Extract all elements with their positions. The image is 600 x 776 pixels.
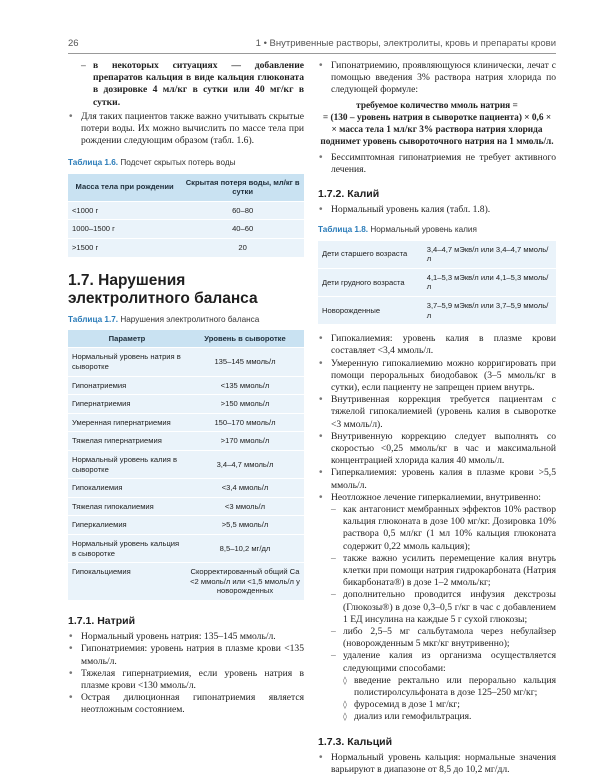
sodium-bullet: • Гипонатриемия: уровень натрия в плазме крови <135 ммоль/л. — [69, 643, 304, 667]
calcium-bullet: • Нормальный уровень кальция: нормальные значения варьируют в диапазоне от 8,5 до 10,2 мг/дл. — [319, 751, 556, 776]
bullet-marker: • — [69, 110, 73, 122]
treatment-dash-item: – как антагонист мембранных эффектов 10% раствор кальция глюконата в дозе 100 мг/кг. Дозировка 10% раствора 0,5 мл/кг (1 мл 10% кальция глюконата содержит 0,22 ммоль кальция); — [331, 504, 556, 552]
table-1-6-caption: Таблица 1.6. Подсчет скрытых потерь воды — [68, 158, 236, 168]
table-row: Тяжелая гипокалиемия <3 ммоль/л — [68, 497, 304, 516]
table-row: Новорожденные 3,7–5,9 мЭкв/л или 3,7–5,9 ммоль/л — [318, 297, 556, 325]
treatment-dash-item: – дополнительно проводится инфузия декстрозы (Глюкозы®) в дозе 0,3–0,5 г/кг в час с добавлением 1 ЕД инсулина на каждые 5 г сухой глюкозы; — [331, 589, 556, 625]
right-column — [318, 60, 556, 776]
removal-method-item: ◊ фуросемид в дозе 1 мг/кг; — [343, 699, 460, 711]
header-rule — [68, 53, 556, 54]
table-row: Гиперкалиемия >5,5 ммоль/л — [68, 516, 304, 535]
table-row: Гипонатриемия <135 ммоль/л — [68, 376, 304, 395]
table-row: Дети старшего возраста 3,4–4,7 мЭкв/л или 3,4–4,7 ммоль/л — [318, 241, 556, 269]
potassium-bullet: • Внутривенную коррекцию следует выполнять со скоростью <0,25 ммоль/кг в час и максимальной концентрацией хлорида калия 40 ммоль/л. — [319, 430, 556, 467]
asymptomatic-bullet: • Бессимптомная гипонатриемия не требует активного лечения. — [319, 151, 556, 175]
potassium-bullet: • Внутривенная коррекция требуется пациентам с тяжелой гипокалиемией (уровень калия в сыворотке <3 ммоль/л). — [319, 394, 556, 430]
table-row: >1500 г 20 — [68, 239, 304, 258]
table-row: Тяжелая гипернатриемия >170 ммоль/л — [68, 432, 304, 451]
calcium-dash-item: – в некоторых ситуациях — добавление препаратов кальция в виде кальция глюконата в дозировке 4 мл/кг в сутки или 40 мг/кг в сутки. — [81, 60, 304, 108]
table-header-cell: Скрытая потеря воды, мл/кг в сутки — [181, 174, 304, 202]
sodium-bullet: • Тяжелая гипернатриемия, если уровень натрия в плазме крови <130 ммоль/л. — [69, 667, 304, 691]
sodium-formula: требуемое количество ммоль натрия = = (130 – уровень натрия в сыворотке пациента) × 0,6 × × масса тела 1 мл/кг 3% раствора натрия хлорида поднимет уровень сывороточного натрия на 1 ммоль/л. — [320, 100, 554, 147]
hidden-losses-bullet: • Для таких пациентов также важно учитывать скрытые потери воды. Их можно вычислить по массе тела при рождении следующим образом (табл. 1.6). — [69, 110, 304, 147]
table-row: <1000 г 60–80 — [68, 201, 304, 220]
potassium-bullet: • Умеренную гипокалиемию можно корригировать при помощи пероральных биодобавок (3–5 ммоль/кг в сутки), если пациенту не запрещен прием внутрь. — [319, 357, 556, 393]
treatment-dash-item: – также важно усилить перемещение калия внутрь клетки при помощи натрия гидрокарбоната (Натрия бикарбоната®) в дозе 1–2 ммоль/кг; — [331, 552, 556, 589]
table-row: Гипокальциемия Скорректированный общий Са <2 ммоль/л или <1,5 ммоль/л у новорожденных — [68, 563, 304, 601]
table-row: Нормальный уровень натрия в сыворотке 135–145 ммоль/л — [68, 348, 304, 376]
table-header-cell: Уровень в сыворотке — [186, 330, 304, 348]
table-1-7 — [68, 330, 304, 601]
running-title: 1 • Внутривенные растворы, электролиты, кровь и препараты крови — [255, 38, 556, 49]
potassium-bullet: • Гиперкалиемия: уровень калия в плазме крови >5,5 ммоль/л. — [319, 467, 556, 491]
removal-method-item: ◊ введение ректально или перорально кальция полистиролсульфоната в дозе 125–250 мг/кг; — [343, 674, 556, 699]
table-1-6 — [68, 174, 304, 258]
section-heading-1-7-2: 1.7.2. Калий — [318, 188, 380, 201]
sodium-bullet: • Нормальный уровень натрия: 135–145 ммоль/л. — [69, 631, 276, 643]
sodium-bullet: • Острая дилюционная гипонатриемия является неотложным состоянием. — [69, 692, 304, 716]
potassium-bullet: • Неотложное лечение гиперкалиемии, внутривенно: — [319, 491, 541, 503]
normal-potassium-bullet: • Нормальный уровень калия (табл. 1.8). — [319, 204, 491, 216]
treatment-dash-item: – удаление калия из организма осуществляется следующими способами: — [331, 650, 556, 674]
page-header — [68, 38, 556, 52]
section-heading-1-7-1: 1.7.1. Натрий — [68, 614, 136, 627]
table-row: 1000–1500 г 40–60 — [68, 220, 304, 239]
table-1-8-caption: Таблица 1.8. Нормальный уровень калия — [318, 225, 477, 235]
removal-method-item: ◊ диализ или гемофильтрация. — [343, 711, 472, 723]
table-1-8 — [318, 241, 556, 326]
treatment-dash-item: – либо 2,5–5 мг сальбутамола через небулайзер (новорожденным 5 мкг/кг внутривенно); — [331, 626, 556, 650]
table-row: Гипокалиемия <3,4 ммоль/л — [68, 479, 304, 498]
table-1-7-caption: Таблица 1.7. Нарушения электролитного баланса — [68, 314, 260, 324]
table-row: Гипернатриемия >150 ммоль/л — [68, 395, 304, 414]
section-heading-1-7-3: 1.7.3. Кальций — [318, 735, 393, 748]
table-header-cell: Параметр — [68, 330, 186, 348]
page-number: 26 — [68, 38, 79, 49]
table-row: Нормальный уровень калия в сыворотке 3,4–4,7 ммоль/л — [68, 450, 304, 478]
table-row: Нормальный уровень кальция в сыворотке 8,5–10,2 мг/дл — [68, 534, 304, 562]
table-row: Умеренная гипернатриемия 150–170 ммоль/л — [68, 413, 304, 432]
dash-marker: – — [81, 60, 86, 71]
section-heading-1-7: 1.7. Нарушения электролитного баланса — [68, 271, 258, 307]
left-column — [68, 60, 304, 717]
table-header-cell: Масса тела при рождении — [68, 174, 181, 202]
hyponatremia-treatment-bullet: • Гипонатриемию, проявляющуюся клинически, лечат с помощью введения 3% раствора натрия хлорида по следующей формуле: — [319, 60, 556, 96]
table-row: Дети грудного возраста 4,1–5,3 мЭкв/л или 4,1–5,3 ммоль/л — [318, 268, 556, 296]
potassium-bullet: • Гипокалиемия: уровень калия в плазме крови составляет <3,4 ммоль/л. — [319, 333, 556, 357]
